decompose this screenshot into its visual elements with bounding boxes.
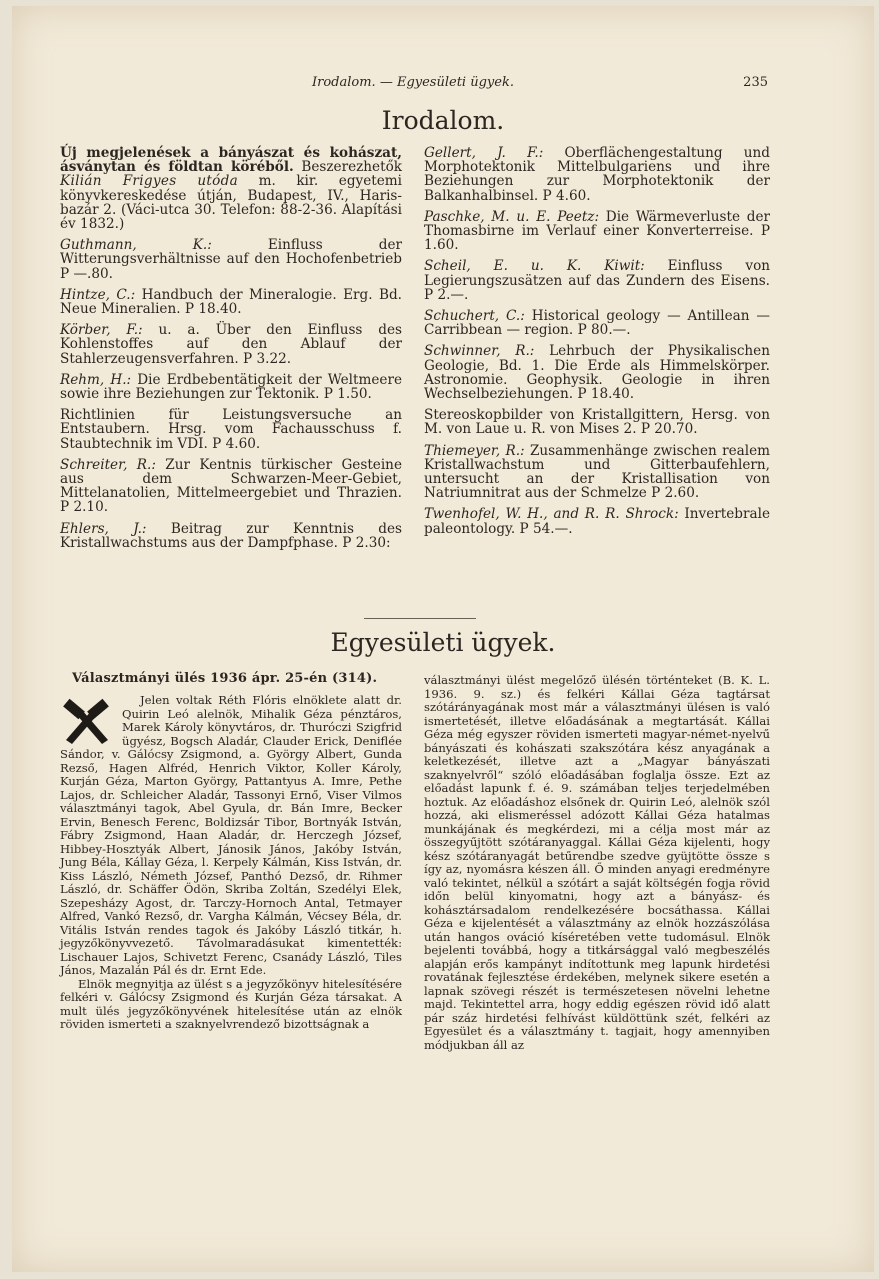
entry-text: Invertebrale paleontology. P 54.—.	[424, 506, 770, 537]
literature-entry	[424, 210, 770, 253]
entry-text: Lehrbuch der Physikalischen Geologie, Bd. 1. Die Erde als Himmelskörper. Astronomie. Geophysik. Geologie in ihren Wechselbeziehungen. P 18.40.	[424, 343, 770, 403]
meeting-paragraph: Jelen voltak Réth Flóris elnöklete alatt dr. Quirin Leó alelnök, Mihalik Géza pénztáros, Marek Károly könyvtáros, dr. Thuróczi Szigfrid ügyész, Bogsch Aladár, Clauder Erick, Deniflée Sándor, v. Gálócsy Zsigmond, a. György Albert, Gunda Rezső, Hagen Alfréd, Henrich Viktor, Koller Károly, Kurján Géza, Marton György, Pattantyus A. Imre, Pethe Lajos, dr. Schleicher Aladár, Tassonyi Ernő, Viser Vilmos választmányi tagok, Abel Gyula, dr. Bán Imre, Becker Ervin, Benesch Ferenc, Boldizsár Tibor, Bortnyák István, Fábry Zsigmond, Haan Aladár, dr. Herczegh József, Hibbey-Hosztyák Albert, Jánosik János, Jakóby István, Jung Béla, Kállay Géza, l. Kerpely Kálmán, Kiss István, dr. Kiss László, Németh József, Panthó Dezső, dr. Rihmer László, dr. Schäffer Ödön, Skriba Zoltán, Szedélyi Elek, Szepesházy Agost, dr. Tarczy-Hornoch Antal, Tetmayer Alfred, Vankó Rezső, dr. Vargha Kálmán, Vécsey Béla, dr. Vitális István rendes tagok és Jakóby László titkár, h. jegyzőkönyvvezető. Távolmaradásukat kimentették: Lischauer Lajos, Schivetzt Ferenc, Csanády László, Tiles János, Mazalán Pál és dr. Ernt Ede.	[60, 693, 402, 977]
entry-text: Einfluss von Legierungszusätzen auf das Zundern des Eisens. P 2.—.	[424, 258, 771, 303]
intro-bold: Új megjelenések a bányászat és kohászat, ásványtan és földtan köréből.	[60, 145, 402, 176]
literature-entry	[60, 522, 402, 550]
literature-entry	[424, 408, 770, 436]
entry-author: Gellert, J. F.:	[424, 145, 544, 161]
entry-text: Zusammenhänge zwischen realem Kristallwachstum und Gitterbaufehlern, untersucht an der Kristallisation von Natriumnitrat aus der Schmelze P 2.60.	[424, 442, 770, 502]
page-number: 235	[743, 75, 768, 90]
intro-rest-1: Beszerezhetők	[293, 159, 402, 176]
entry-author: Scheil, E. u. K. Kiwit:	[424, 258, 645, 275]
entry-author: Schwinner, R.:	[424, 343, 535, 360]
running-title: Irodalom. — Egyesületi ügyek.	[312, 75, 514, 90]
egyesuleti-left-column	[60, 694, 402, 1032]
literature-entry	[60, 238, 402, 281]
entry-author: Hintze, C.:	[60, 286, 136, 303]
literature-entry	[60, 323, 402, 366]
entry-author: Körber, F.:	[60, 322, 143, 339]
entry-text: Die Wärmeverluste der Thomasbirne im Verlauf einer Konverterreise. P 1.60.	[424, 208, 770, 254]
entry-author: Guthmann, K.:	[60, 237, 212, 254]
entry-author: Paschke, M. u. E. Peetz:	[424, 208, 600, 225]
literature-entry	[60, 408, 402, 451]
entry-text: Historical geology — Antillean — Carribbean — region. P 80.—.	[424, 308, 770, 339]
literature-entry	[424, 444, 770, 501]
meeting-paragraph: választmányi ülést megelőző ülésén történteket (B. K. L. 1936. 9. sz.) és felkéri Kállai Géza tagtársat szótárányagának most már a választmányi ülésen is való ismertetését, illetve előadásának a megtartását. Kállai Géza még egyszer röviden ismerteti magyar-német-nyelvű bányászati és kohászati szakszótára kész anyagának a keletkezését, illetve azt a „Magyar bányászati szaknyelvről“ szóló előadásában foglalja össze. Ezt az előadást lapunk f. é. 9. számában teljes terjedelmében hoztuk. Az előadáshoz elsőnek dr. Quirin Leó, alelnök szól hozzá, aki elismeréssel adózott Kállai Géza hatalmas munkájának és megkérdezi, mi a célja most már az összegyűjtött szótáranyaggal. Kállai Géza kijelenti, hogy kész szótáranyagát betűrendbe szedve gyüjtötte össze s így az, nyomásra készen áll. Ő minden anyagi eredményre való tekintet, nélkül a szótárt a saját költségén fogja rövid időn belül kinyomatni, hogy azt a bányász- és kohásztársadalom rendelkezésére bocsáthassa. Kállai Géza e kijelentését a választmány az elnök hozzászólása után hangos ováció kíséretében vette tudomásul. Elnök bejelenti továbbá, hogy a titkársággal való megbeszélés alapján erős kampányt indítottunk meg lapunk hirdetési rovatának fejlesztése érdekében, melynek sikere esetén a lapnak szövegi részét is természetesen növelni lehetne majd. Tekintettel arra, hogy eddig egészen rövid idő alatt pár száz hirdetési felhívást küldöttünk szét, felkéri az Egyesület és a választmány t. tagjait, hogy amennyiben módjukban áll az	[424, 673, 770, 1052]
literature-entry	[60, 373, 402, 401]
entry-text: Oberflächengestaltung und Morphotektonik Mittelbulgariens und ihre Beziehungen zur Morphotektonik der Balkanhalbinsel. P 4.60.	[424, 145, 770, 204]
entry-text: Einfluss der Witterungsverhältnisse auf den Hochofenbetrieb P —.80.	[60, 237, 402, 282]
irodalom-right-column	[424, 146, 770, 543]
entry-author: Twenhofel, W. H., and R. R. Shrock:	[424, 506, 679, 523]
running-head	[12, 75, 874, 93]
entry-text: Zur Kentnis türkischer Gesteine aus dem Schwarzen-Meer-Gebiet, Mittelanatolien, Mittelmeergebiet und Thrazien. P 2.10.	[60, 456, 402, 516]
literature-entry	[424, 344, 770, 401]
entry-author: Schuchert, C.:	[424, 308, 525, 325]
entry-author: Schreiter, R.:	[60, 456, 156, 473]
literature-entry	[424, 146, 770, 203]
intro-rest-2: m. kir. egyetemi könyvkereskedése útján, Budapest, IV., Haris-bazár 2. (Váci-utca 30. Telefon: 88-2-36. Alapítási év 1832.)	[60, 173, 402, 233]
literature-entry	[424, 309, 770, 337]
entry-text: Richtlinien für Leistungsversuche an Entstaubern. Hrsg. vom Fachausschuss f. Staubtechnik im VDI. P 4.60.	[60, 407, 402, 452]
crossed-hammers-icon	[58, 696, 116, 746]
irodalom-left-column	[60, 146, 402, 557]
document-page	[12, 6, 874, 1272]
literature-entry	[424, 507, 770, 535]
meeting-paragraph: Elnök megnyitja az ülést s a jegyzőkönyv hitelesítésére felkéri v. Gálócsy Zsigmond és Kurján Géza társakat. A mult ülés jegyzőkönyvének hitelesítése után az elnök röviden ismerteti a szaknyelvrendező bizottságnak a	[60, 976, 402, 1031]
egyesuleti-right-column	[424, 674, 770, 1052]
irodalom-heading: Irodalom.	[381, 106, 505, 135]
literature-entry	[60, 458, 402, 515]
literature-entry	[424, 259, 770, 302]
section-divider	[364, 618, 476, 619]
irodalom-intro	[60, 146, 402, 231]
entry-text: Die Erdbebentätigkeit der Weltmeere sowie ihre Beziehungen zur Tektonik. P 1.50.	[60, 371, 402, 403]
meeting-subheading: Választmányi ülés 1936 ápr. 25-én (314).	[72, 671, 378, 686]
literature-entry	[60, 288, 402, 316]
entry-author: Thiemeyer, R.:	[424, 442, 525, 459]
entry-text: Handbuch der Mineralogie. Erg. Bd. Neue Mineralien. P 18.40.	[60, 286, 402, 318]
entry-text: Beitrag zur Kenntnis des Kristallwachstums aus der Dampfphase. P 2.30:	[60, 520, 402, 551]
egyesuleti-heading: Egyesületi ügyek.	[330, 628, 556, 657]
entry-author: Rehm, H.:	[60, 371, 132, 388]
entry-author: Ehlers, J.:	[60, 520, 147, 537]
intro-publisher: Kilián Frigyes utóda	[60, 173, 239, 190]
entry-text: u. a. Über den Einfluss des Kohlenstoffes auf den Ablauf der Stahlerzeugensverfahren. P 3.22.	[60, 322, 402, 367]
entry-text: Stereoskopbilder von Kristallgittern, Hersg. von M. von Laue u. R. von Mises 2. P 20.70.	[424, 407, 770, 438]
